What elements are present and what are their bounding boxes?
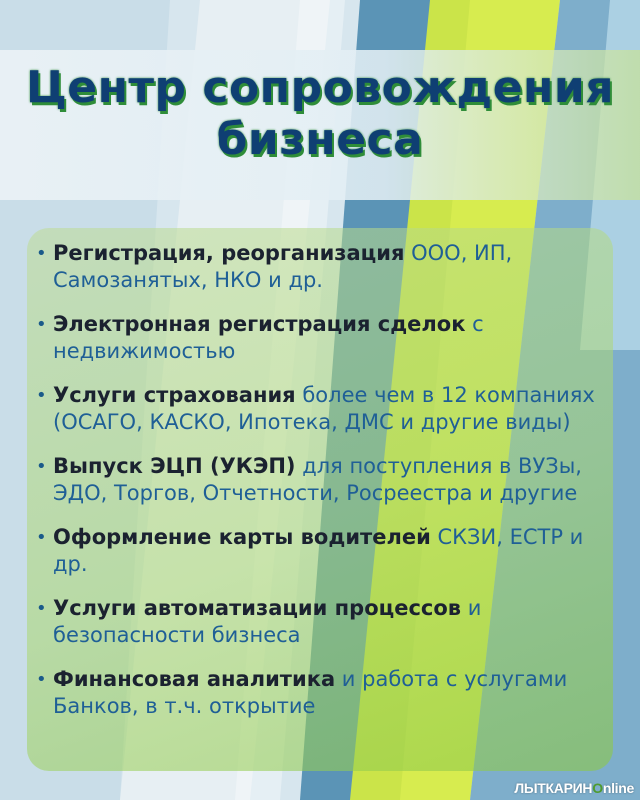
- list-item: [27, 311, 608, 365]
- services-list: [27, 240, 613, 737]
- item-text: для поступления в ВУЗы, ЭДО, Торгов, Отчетности, Росреестра и другие: [53, 454, 582, 505]
- page-title: [0, 62, 640, 166]
- bullet-icon: •: [36, 456, 47, 477]
- item-text: и работа с услугами Банков, в т.ч. открытие: [53, 667, 568, 718]
- item-bold: Финансовая аналитика: [53, 667, 336, 691]
- title-line-1: Центр сопровождения: [25, 62, 615, 113]
- item-bold: Выпуск ЭЦП (УКЭП): [53, 454, 296, 478]
- logo-accent: O: [592, 780, 603, 796]
- item-text: СКЗИ, ЕСТР и др.: [53, 525, 584, 576]
- bullet-icon: •: [36, 669, 47, 690]
- bullet-icon: •: [36, 598, 47, 619]
- site-logo: [514, 780, 634, 796]
- item-text: более чем в 12 компаниях (ОСАГО, КАСКО, Ипотека, ДМС и другие виды): [53, 383, 595, 434]
- item-bold: Оформление карты водителей: [53, 525, 431, 549]
- item-text: ООО, ИП, Самозанятых, НКО и др.: [53, 241, 513, 292]
- item-bold: Услуги страхования: [53, 383, 296, 407]
- item-text: и безопасности бизнеса: [53, 596, 482, 647]
- bullet-icon: •: [36, 243, 47, 264]
- list-item: [27, 240, 608, 294]
- item-text: с недвижимостью: [53, 312, 484, 363]
- item-bold: Регистрация, реорганизация: [53, 241, 405, 265]
- item-bold: Услуги автоматизации процессов: [53, 596, 462, 620]
- bullet-icon: •: [36, 527, 47, 548]
- logo-main: ЛЫТКАРИН: [514, 780, 593, 796]
- bullet-icon: •: [36, 314, 47, 335]
- item-bold: Электронная регистрация сделок: [53, 312, 466, 336]
- list-item: [27, 382, 608, 436]
- bullet-icon: •: [36, 385, 47, 406]
- list-item: [27, 524, 608, 578]
- title-line-2: бизнеса: [216, 114, 424, 165]
- logo-suffix: nline: [602, 780, 634, 796]
- list-item: [27, 595, 608, 649]
- list-item: [27, 666, 608, 720]
- list-item: [27, 453, 608, 507]
